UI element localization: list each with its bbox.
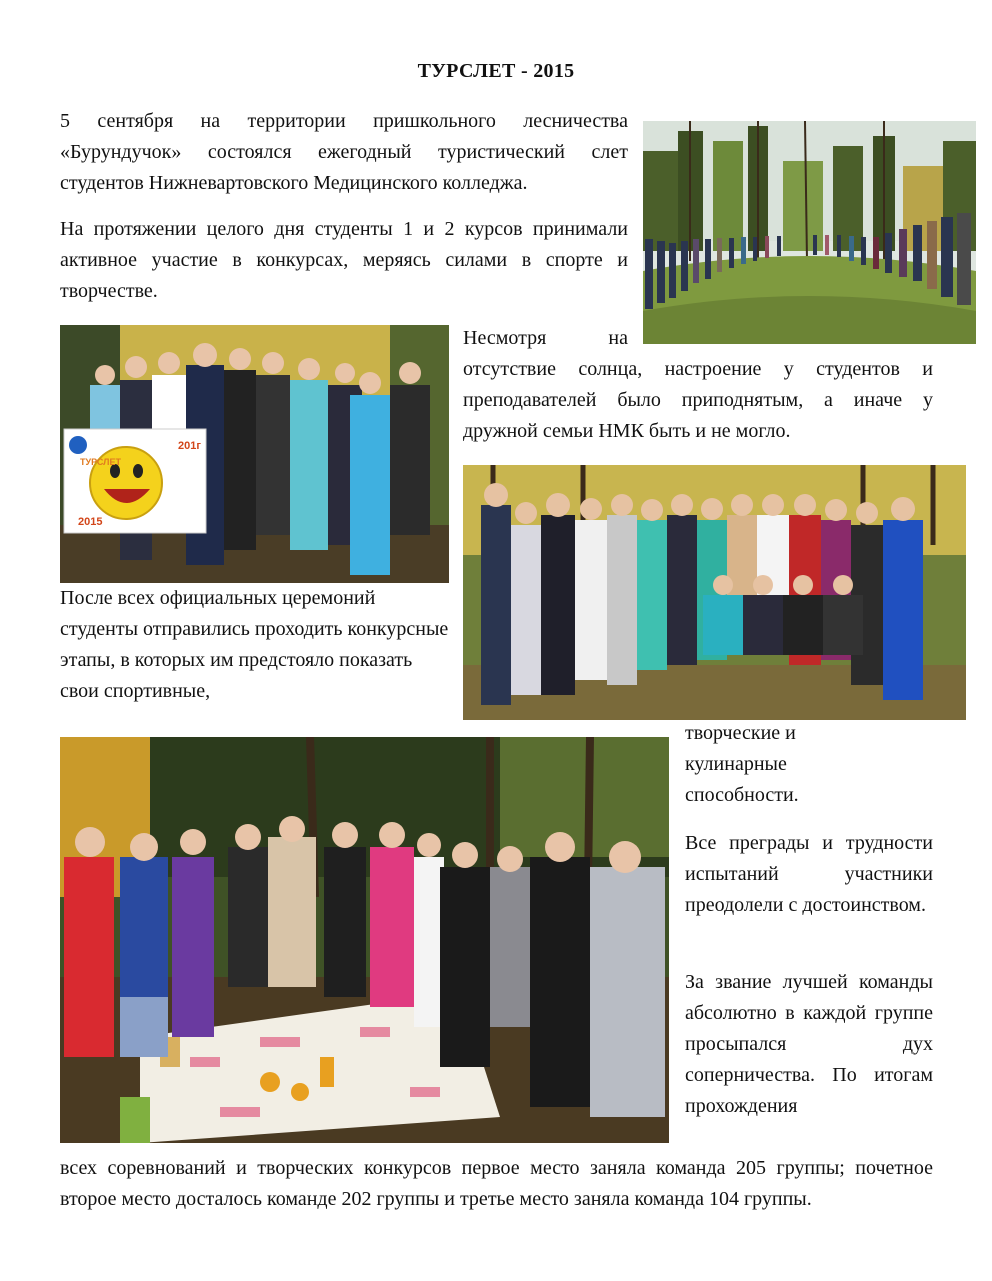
poster-title-text: ТУРСЛЕТ — [80, 457, 121, 467]
paragraph-competition-side: За звание лучшей команды абсолютно в каждой группе просыпался дух соперничества. По итогам прохождения — [685, 971, 933, 1117]
paragraph-obstacles: Все преграды и трудности испытаний участники преодолели с достоинством. — [685, 832, 933, 916]
page-title: ТУРСЛЕТ - 2015 — [417, 60, 575, 82]
paragraph-activities: На протяжении целого дня студенты 1 и 2 курсов принимали активное участие в конкурсах, меряясь силами в спорте и творчестве. — [60, 218, 628, 302]
paragraph-mood-first-line: Несмотря на — [463, 327, 628, 349]
photo-students-circle — [643, 121, 976, 344]
paragraph-results: всех соревнований и творческих конкурсов первое место заняла команда 205 группы; почетное второе место досталось команде 202 группы и третье место заняла команда 104 группы. — [60, 1157, 933, 1210]
paragraph-abilities: творческие и кулинарные способности. — [685, 722, 799, 806]
paragraph-mood: отсутствие солнца, настроение у студентов и преподавателей было приподнятым, а иначе у дружной семьи НМК быть и не могло. — [463, 358, 933, 442]
photo-group-poster — [60, 325, 449, 583]
poster-bottom-text: 2015 — [78, 516, 103, 528]
poster-year: 201г — [178, 440, 201, 452]
paragraph-ceremonies: После всех официальных церемоний студенты отправились проходить конкурсные этапы, в которых им предстояло показать свои спортивные, — [60, 587, 449, 702]
paragraph-intro: 5 сентября на территории пришкольного лесничества «Бурундучок» состоялся ежегодный туристический слет студентов Нижневартовского Медицинского колледжа. — [60, 110, 628, 194]
photo-picnic-group — [60, 737, 669, 1143]
photo-large-group — [463, 465, 966, 720]
